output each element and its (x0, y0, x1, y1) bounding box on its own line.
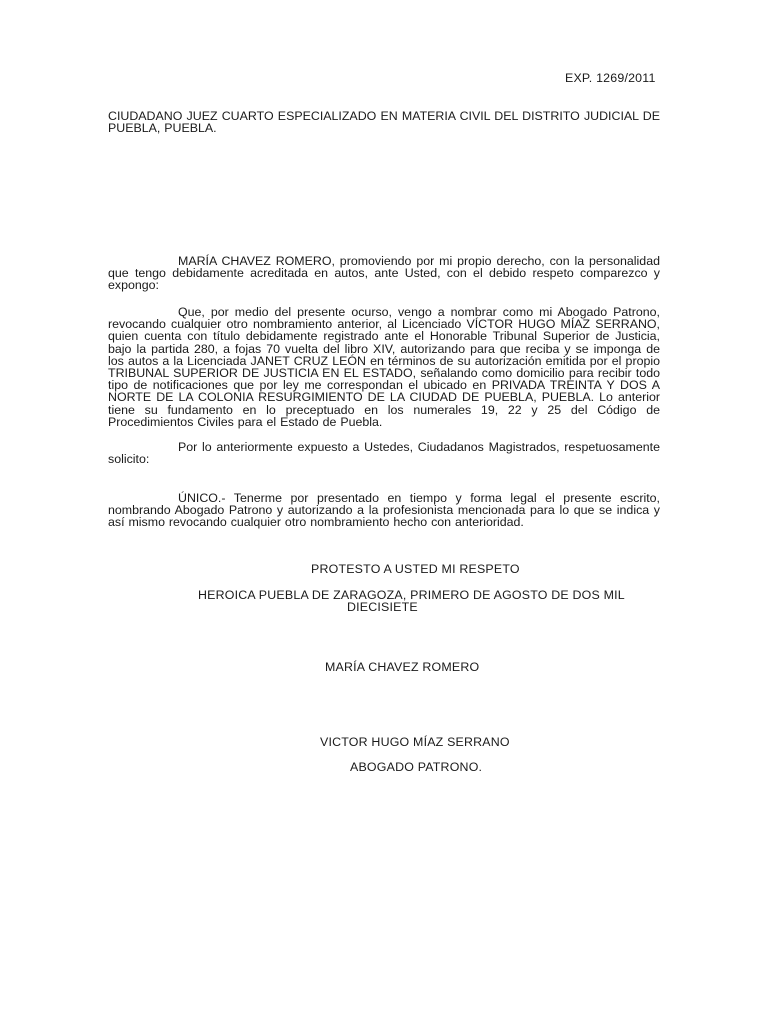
place-date (198, 589, 668, 613)
place-date-line-2: DIECISIETE (347, 600, 418, 615)
signer-name: MARÍA CHAVEZ ROMERO (325, 660, 480, 674)
place-date-line-1: HEROICA PUEBLA DE ZARAGOZA, PRIMERO DE AGOSTO DE DOS MIL (198, 588, 625, 602)
protest-line: PROTESTO A USTED MI RESPETO (311, 562, 520, 576)
lawyer-title: ABOGADO PATRONO. (350, 760, 483, 774)
intro-paragraph: MARÍA CHAVEZ ROMERO, promoviendo por mi propio derecho, con la personalidad que tengo debidamente acreditada en autos, ante Usted, con el debido respeto comparezco y expongo: (108, 254, 660, 293)
case-number: EXP. 1269/2011 (565, 71, 656, 85)
petition-paragraph: ÚNICO.- Tenerme por presentado en tiempo y forma legal el presente escrito, nombrando Abogado Patrono y autorizando a la profesionista mencionada para lo que se indica y así mismo revocando cualquier otro nombramiento hecho con anterioridad. (108, 491, 660, 530)
addressee: CIUDADANO JUEZ CUARTO ESPECIALIZADO EN MATERIA CIVIL DEL DISTRITO JUDICIAL DE PUEBLA, PUEBLA. (108, 109, 660, 136)
lawyer-name: VICTOR HUGO MÍAZ SERRANO (320, 735, 510, 749)
request-paragraph: Por lo anteriormente expuesto a Ustedes, Ciudadanos Magistrados, respetuosamente solicito: (108, 440, 660, 467)
appointment-paragraph: Que, por medio del presente ocurso, vengo a nombrar como mi Abogado Patrono, revocando cualquier otro nombramiento anterior, al Licenciado VÍCTOR HUGO MÍAZ SERRANO, quien cuenta con título debidamente registrado ante el Honorable Tribunal Superior de Justicia, bajo la partida 280, a fojas 70 vuelta del libro XIV, autorizando para que reciba y se imponga de los autos a la Licenciada JANET CRUZ LEÓN en términos de su autorización emitida por el propio TRIBUNAL SUPERIOR DE JUSTICIA EN EL ESTADO, señalando como domicilio para recibir todo tipo de notificaciones que por ley me correspondan el ubicado en PRIVADA TREINTA Y DOS A NORTE DE LA COLONIA RESURGIMIENTO DE LA CIUDAD DE PUEBLA, PUEBLA. Lo anterior tiene su fundamento en lo preceptuado en los numerales 19, 22 y 25 del Código de Procedimientos Civiles para el Estado de Puebla. (108, 305, 660, 429)
